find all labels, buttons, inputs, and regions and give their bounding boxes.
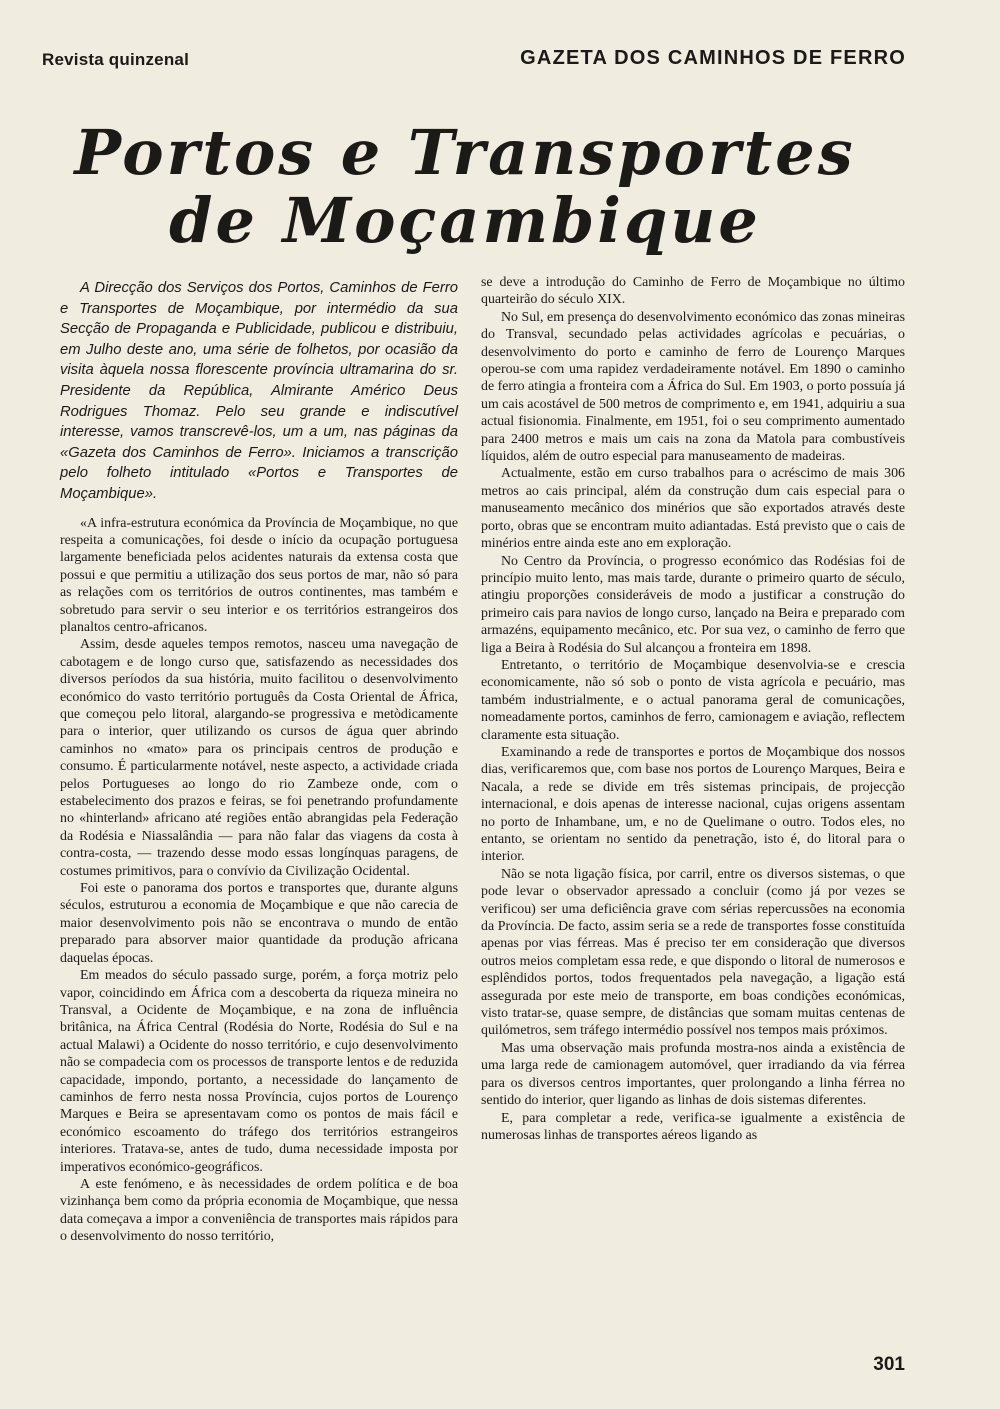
body-paragraph: Não se nota ligação física, por carril, entre os diversos sistemas, o que pode levar o observador apressado a concluir (como já por vezes se verificou) ser uma deficiência grave com sérias repercussões na economia da Província. De facto, assim seria se a rede de transportes fosse constituída apenas por vias férreas. Mas é preciso ter em consideração que diversos outros meios completam essa rede, e que dispondo o litoral de numerosos e esplêndidos portos, todos frequentados pela navegação, a ligação está assegurada por este meio de transporte, em boas condições económicas, visto tratar-se, quase sempre, de distâncias que somam muitas centenas de quilómetros, sem tráfego intermédio possível nos tempos mais próximos. <box>481 866 905 1039</box>
body-paragraph: Entretanto, o território de Moçambique desenvolvia-se e crescia economicamente, não só sob o ponto de vista agrícola e pecuário, mas também industrialmente, e o actual panorama geral de comunicações, nomeadamente portos, caminhos de ferro, camionagem e aviação, reflectem claramente esta situação. <box>481 657 905 743</box>
body-paragraph: Em meados do século passado surge, porém, a força motriz pelo vapor, coincidindo em África com a descoberta da riqueza mineira no Transval, a Ocidente de Moçambique, e na zona de influência britânica, na África Central (Rodésia do Norte, Rodésia do Sul e na actual Malawi) a Ocidente do nosso território, e cujo desenvolvimento não se compadecia com os processos de transporte lentos e de reduzida capacidade, impondo, portanto, a necessidade do lançamento de caminhos de ferro nesta nossa Província, cujos portos de Lourenço Marques e Beira se apresentavam como os pontos de mais fácil e económico escoamento do tráfego dos territórios estrangeiros interiores. Tratava-se, antes de tudo, duma necessidade imposta por imperativos económico-geográficos. <box>60 968 458 1175</box>
header-right: GAZETA DOS CAMINHOS DE FERRO <box>520 47 906 69</box>
body-paragraph: Examinando a rede de transportes e portos de Moçambique dos nossos dias, verificaremos que, com base nos portos de Lourenço Marques, Beira e Nacala, a rede se divide em três sistemas principais, de projecção internacional, e dois apenas de interesse nacional, cujas origens assentam no porto de Inhambane, um, e no de Quelimane o outro. Todos eles, no entanto, se orientam no sentido da penetração, isto é, do litoral para o interior. <box>481 744 905 865</box>
body-paragraph: E, para completar a rede, verifica-se igualmente a existência de numerosas linhas de transportes aéreos ligando as <box>481 1110 905 1143</box>
body-paragraph: No Sul, em presença do desenvolvimento económico das zonas mineiras do Transval, secundado pelas actividades agrícolas e pecuárias, o desenvolvimento do porto e caminho de ferro de Lourenço Marques operou-se com uma rapidez verdadeiramente notável. Em 1890 o caminho de ferro atingia a fronteira com a África do Sul. Em 1903, o porto possuía já um cais acostável de 500 metros de comprimento e, em 1941, adquiriu a sua actual fisionomia. Finalmente, em 1951, foi o seu comprimento aumentado para 2400 metros e mais um cais na zona da Matola para combustíveis líquidos, além de outro especial para manuseamento de madeiras. <box>481 309 905 465</box>
body-paragraph: No Centro da Província, o progresso económico das Rodésias foi de princípio muito lento, mas mais tarde, durante o primeiro quarto de século, atingiu proporções consideráveis de modo a justificar a construção do primeiro cais para navios de longo curso, lançado na Beira e preparado com armazéns, equipamento mecânico, etc. Por sua vez, o caminho de ferro que liga a Beira à Rodésia do Sul alcançou a fronteira em 1898. <box>481 553 905 656</box>
body-paragraph: Assim, desde aqueles tempos remotos, nasceu uma navegação de cabotagem e de longo curso que, satisfazendo as necessidades dos diversos períodos da sua história, muito facilitou o desenvolvimento económico do vasto território português da Costa Oriental de África, que começou pelo litoral, alargando-se progressiva e metòdicamente para o interior, quer utilizando os cursos de água quer abrindo caminhos no «mato» para os principais centros de produção e consumo. É particularmente notável, neste aspecto, a actividade criada pelos Portugueses ao longo do rio Zambeze onde, com o estabelecimento dos prazos e feiras, se foi penetrando profundamente no «hinterland» africano até regiões então abrangidas pela Federação da Rodésia e Niassalândia — para não falar das viagens da costa à contra-costa, — trazendo desse modo essas longínquas paragens, de costumes primitivos, para o convívio da Civilização Ocidental. <box>60 637 458 879</box>
page-number: 301 <box>873 1354 905 1375</box>
body-paragraph: «A infra-estrutura económica da Província de Moçambique, no que respeita a comunicações, foi desde o início da ocupação portuguesa largamente beneficiada pelos acidentes naturais da extensa costa que possui e que permitiu a utilização dos seus portos de mar, não só para as relações com os territórios de outros continentes, mas também e sobretudo para servir o seu interior e os territórios estrangeiros dos planaltos centro-africanos. <box>60 515 458 635</box>
body-paragraph: se deve a introdução do Caminho de Ferro de Moçambique no último quarteirão do século XIX. <box>481 275 905 308</box>
body-paragraph: Foi este o panorama dos portos e transportes que, durante alguns séculos, estruturou a economia de Moçambique e que não carecia de maior desenvolvimento pois não se encontrava o mundo de então preparado para absorver maior quantidade da produção africana daquelas épocas. <box>60 881 458 966</box>
article-intro: A Direcção dos Serviços dos Portos, Caminhos de Ferro e Transportes de Moçambique, por intermédio da sua Secção de Propaganda e Publicidade, publicou e distribuiu, em Julho deste ano, uma série de folhetos, por ocasião da visita àquela nossa florescente província ultramarina do sr. Presidente da República, Almirante Américo Deus Rodrigues Thomaz. Pelo seu grande e indiscutível interesse, vamos transcrevê-los, um a um, nas páginas da «Gazeta dos Caminhos de Ferro». Iniciamos a transcrição pelo folheto intitulado «Portos e Transportes de Moçambique». <box>60 280 458 502</box>
article-column-left <box>60 278 458 1246</box>
article-title-line-2: de Moçambique <box>169 184 761 257</box>
body-paragraph: Actualmente, estão em curso trabalhos para o acréscimo de mais 306 metros ao cais principal, além da construção dum cais especial para o manuseamento mecânico dos minérios que são exportados através deste porto, obras que se encontram muito adiantadas. Está previsto que o cais de minérios entre ainda este ano em exploração. <box>481 466 905 552</box>
article-title-line-1: Portos e Transportes <box>74 116 856 189</box>
header-left: Revista quinzenal <box>42 50 189 69</box>
body-paragraph: A este fenómeno, e às necessidades de ordem política e de boa vizinhança bem como da própria economia de Moçambique, que nessa data começava a impor a conveniência de transportes mais rápidos para o desenvolvimento do nosso território, <box>60 1176 458 1245</box>
body-paragraph: Mas uma observação mais profunda mostra-nos ainda a existência de uma larga rede de camionagem automóvel, quer irradiando da via férrea para os diversos centros importantes, quer prolongando a linha férrea no sentido do interior, quer ligando as linhas de dois sistemas diferentes. <box>481 1040 905 1109</box>
article-column-right <box>481 274 905 1144</box>
